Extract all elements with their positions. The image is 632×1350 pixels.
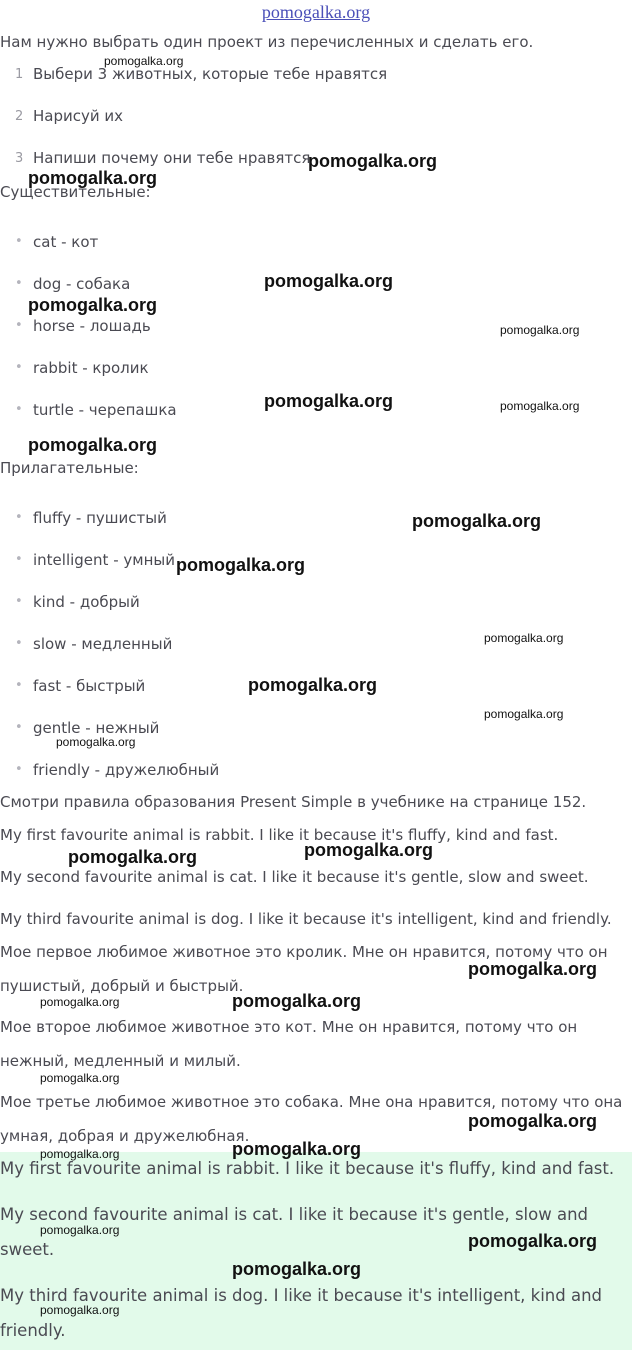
watermark: pomogalka.org	[412, 511, 542, 531]
intro-text: Нам нужно выбрать один проект из перечисленных и сделать его.	[0, 33, 534, 51]
watermark: pomogalka.org	[468, 1231, 598, 1251]
adjective-item: intelligent - умный	[33, 551, 175, 569]
noun-item: turtle - черепашка	[33, 401, 177, 419]
watermark: pomogalka.org	[28, 168, 158, 188]
watermark: pomogalka.org	[28, 295, 158, 315]
watermark: pomogalka.org	[40, 1071, 120, 1085]
watermark: pomogalka.org	[248, 675, 378, 695]
russian-paragraph-line: нежный, медленный и милый.	[0, 1052, 241, 1070]
bullet: •	[15, 510, 23, 525]
russian-paragraph-line: Мое третье любимое животное это собака. Мне она нравится, потому что она	[0, 1093, 623, 1111]
watermark: pomogalka.org	[40, 995, 120, 1009]
nouns-heading: Существительные:	[0, 183, 151, 201]
answer-line: sweet.	[0, 1240, 55, 1259]
russian-paragraph-line: Мое второе любимое животное это кот. Мне он нравится, потому что он	[0, 1018, 578, 1036]
bullet: •	[15, 360, 23, 375]
noun-item: horse - лошадь	[33, 317, 151, 335]
watermark: pomogalka.org	[68, 847, 198, 867]
watermark: pomogalka.org	[56, 735, 136, 749]
bullet: •	[15, 402, 23, 417]
bullet: •	[15, 552, 23, 567]
russian-paragraph-line: Мое первое любимое животное это кролик. Мне он нравится, потому что он	[0, 943, 608, 961]
watermark: pomogalka.org	[484, 707, 564, 721]
watermark: pomogalka.org	[500, 323, 580, 337]
watermark: pomogalka.org	[40, 1147, 120, 1161]
english-sentence: My first favourite animal is rabbit. I like it because it's fluffy, kind and fast.	[0, 826, 559, 844]
bullet: •	[15, 318, 23, 333]
noun-item: dog - собака	[33, 275, 131, 293]
watermark: pomogalka.org	[308, 151, 438, 171]
english-sentence: My second favourite animal is cat. I like it because it's gentle, slow and sweet.	[0, 868, 589, 886]
adjective-item: gentle - нежный	[33, 719, 160, 737]
watermark: pomogalka.org	[104, 54, 184, 68]
adjective-item: fluffy - пушистый	[33, 509, 167, 527]
step-text: Выбери 3 животных, которые тебе нравятся	[33, 65, 388, 83]
watermark: pomogalka.org	[500, 399, 580, 413]
watermark: pomogalka.org	[232, 991, 362, 1011]
adjectives-heading: Прилагательные:	[0, 459, 139, 477]
step-text: Напиши почему они тебе нравятся	[33, 149, 311, 167]
bullet: •	[15, 762, 23, 777]
bullet: •	[15, 234, 23, 249]
step-number: 3	[15, 151, 24, 166]
site-header-link[interactable]: pomogalka.org	[261, 2, 371, 22]
step-number: 2	[15, 109, 24, 124]
step-number: 1	[15, 67, 24, 82]
answer-line: My first favourite animal is rabbit. I like it because it's fluffy, kind and fast.	[0, 1159, 615, 1178]
russian-paragraph-line: пушистый, добрый и быстрый.	[0, 977, 244, 995]
adjective-item: friendly - дружелюбный	[33, 761, 220, 779]
watermark: pomogalka.org	[468, 1111, 598, 1131]
watermark: pomogalka.org	[304, 840, 434, 860]
bullet: •	[15, 636, 23, 651]
russian-paragraph-line: умная, добрая и дружелюбная.	[0, 1127, 250, 1145]
watermark: pomogalka.org	[176, 555, 306, 575]
bullet: •	[15, 678, 23, 693]
rule-note: Смотри правила образования Present Simple в учебнике на странице 152.	[0, 793, 587, 811]
bullet: •	[15, 276, 23, 291]
adjective-item: slow - медленный	[33, 635, 173, 653]
step-text: Нарисуй их	[33, 107, 124, 125]
watermark: pomogalka.org	[28, 435, 158, 455]
answer-line: My third favourite animal is dog. I like it because it's intelligent, kind and	[0, 1286, 603, 1305]
watermark: pomogalka.org	[264, 271, 394, 291]
adjective-item: kind - добрый	[33, 593, 140, 611]
watermark: pomogalka.org	[40, 1303, 120, 1317]
watermark: pomogalka.org	[232, 1259, 362, 1279]
watermark: pomogalka.org	[484, 631, 564, 645]
watermark: pomogalka.org	[468, 959, 598, 979]
answer-line: friendly.	[0, 1321, 66, 1340]
watermark: pomogalka.org	[264, 391, 394, 411]
bullet: •	[15, 720, 23, 735]
noun-item: rabbit - кролик	[33, 359, 149, 377]
bullet: •	[15, 594, 23, 609]
noun-item: cat - кот	[33, 233, 99, 251]
english-sentence: My third favourite animal is dog. I like it because it's intelligent, kind and friendly.	[0, 910, 612, 928]
watermark: pomogalka.org	[232, 1139, 362, 1159]
answer-line: My second favourite animal is cat. I like it because it's gentle, slow and	[0, 1205, 589, 1224]
watermark: pomogalka.org	[40, 1223, 120, 1237]
adjective-item: fast - быстрый	[33, 677, 146, 695]
